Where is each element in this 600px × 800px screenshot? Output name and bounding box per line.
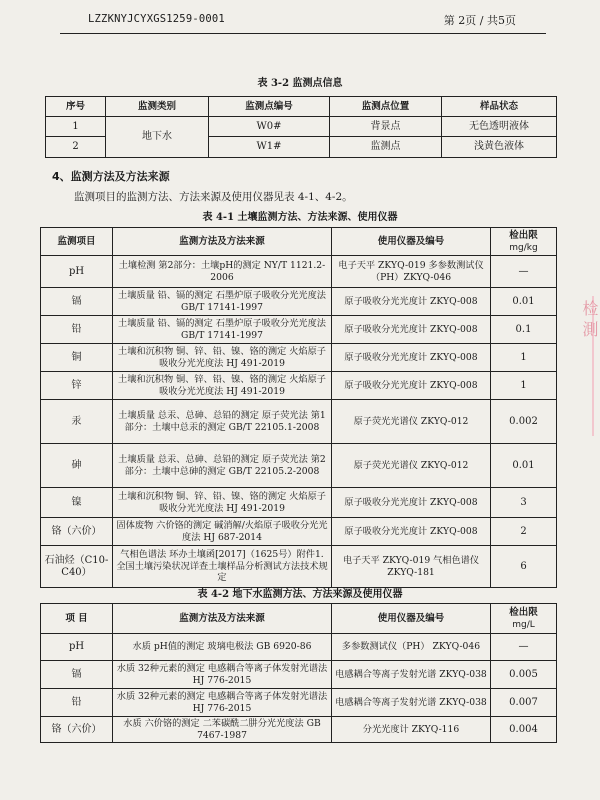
col-header-item: 项 目 <box>41 604 113 634</box>
cell-item: pH <box>41 634 113 661</box>
table-4-2-caption: 表 4-2 地下水监测方法、方法来源及使用仪器 <box>197 589 403 600</box>
cell-instrument: 原子荧光光谱仪 ZKYQ-012 <box>332 400 491 444</box>
cell-limit: 0.002 <box>491 400 557 444</box>
cell-instrument: 原子吸收分光光度计 ZKYQ-008 <box>332 316 491 344</box>
cell-limit: 0.01 <box>491 444 557 488</box>
table-row <box>46 117 557 137</box>
cell-instrument: 电感耦合等离子发射光谱 ZKYQ-038 <box>332 689 491 717</box>
cell-point-id: W1# <box>209 137 330 158</box>
table-row <box>41 288 557 316</box>
cell-item: pH <box>41 256 113 288</box>
cell-limit: 3 <box>491 488 557 518</box>
cell-no: 1 <box>46 117 106 137</box>
cell-method: 气相色谱法 环办土壤函[2017]（1625号）附件1.全国土壤污染状况详查土壤样品分析测试方法技术规定 <box>113 546 332 588</box>
col-header-instrument: 使用仪器及编号 <box>332 604 491 634</box>
cell-item: 铬（六价） <box>41 717 113 743</box>
cell-method: 水质 32种元素的测定 电感耦合等离子体发射光谱法 HJ 776-2015 <box>113 661 332 689</box>
col-header-method: 监测方法及方法来源 <box>113 228 332 256</box>
cell-item: 铜 <box>41 344 113 372</box>
cell-point-id: W0# <box>209 117 330 137</box>
col-header-location: 监测点位置 <box>330 97 442 117</box>
cell-sample-state: 无色透明液体 <box>442 117 557 137</box>
seal-stamp-fragment: 检 測 <box>580 300 599 338</box>
cell-no: 2 <box>46 137 106 158</box>
cell-location: 监测点 <box>330 137 442 158</box>
section-title: 4、监测方法及方法来源 <box>52 170 170 183</box>
table-row <box>41 256 557 288</box>
table-4-1-caption: 表 4-1 土壤监测方法、方法来源、使用仪器 <box>202 212 398 223</box>
cell-method: 固体废物 六价铬的测定 碱消解/火焰原子吸收分光光度法 HJ 687-2014 <box>113 518 332 546</box>
cell-limit: 0.005 <box>491 661 557 689</box>
cell-instrument: 原子吸收分光光度计 ZKYQ-008 <box>332 344 491 372</box>
cell-item: 汞 <box>41 400 113 444</box>
cell-item: 石油烃（C10-C40） <box>41 546 113 588</box>
table-row <box>41 717 557 743</box>
col-header-category: 监测类别 <box>106 97 209 117</box>
cell-item: 镍 <box>41 488 113 518</box>
header-divider <box>60 33 546 34</box>
cell-method: 水质 pH值的测定 玻璃电极法 GB 6920-86 <box>113 634 332 661</box>
cell-method: 水质 六价铬的测定 二苯碳酰二肼分光光度法 GB 7467-1987 <box>113 717 332 743</box>
cell-item: 镉 <box>41 661 113 689</box>
col-header-item: 监测项目 <box>41 228 113 256</box>
cell-limit: 1 <box>491 372 557 400</box>
cell-method: 土壤质量 总汞、总砷、总铅的测定 原子荧光法 第2部分：土壤中总砷的测定 GB/T 22105.2-2008 <box>113 444 332 488</box>
table-row <box>41 400 557 444</box>
cell-limit: 0.004 <box>491 717 557 743</box>
col-header-instrument: 使用仪器及编号 <box>332 228 491 256</box>
cell-limit: 0.1 <box>491 316 557 344</box>
cell-limit: 0.007 <box>491 689 557 717</box>
cell-instrument: 原子吸收分光光度计 ZKYQ-008 <box>332 288 491 316</box>
cell-method: 土壤和沉积物 铜、锌、铅、镍、铬的测定 火焰原子吸收分光光度法 HJ 491-2019 <box>113 488 332 518</box>
cell-item: 铅 <box>41 689 113 717</box>
cell-sample-state: 浅黄色液体 <box>442 137 557 158</box>
cell-method: 土壤检测 第2部分：土壤pH的测定 NY/T 1121.2-2006 <box>113 256 332 288</box>
cell-method: 土壤和沉积物 铜、锌、铅、镍、铬的测定 火焰原子吸收分光光度法 HJ 491-2019 <box>113 372 332 400</box>
col-header-no: 序号 <box>46 97 106 117</box>
table-3-2-caption: 表 3-2 监测点信息 <box>257 78 343 89</box>
cell-item: 锌 <box>41 372 113 400</box>
table-row <box>41 372 557 400</box>
cell-limit: 1 <box>491 344 557 372</box>
cell-method: 土壤质量 铅、镉的测定 石墨炉原子吸收分光光度法 GB/T 17141-1997 <box>113 288 332 316</box>
col-header-limit: 检出限 mg/kg <box>491 228 557 256</box>
table-row <box>41 689 557 717</box>
cell-location: 背景点 <box>330 117 442 137</box>
table-row <box>41 444 557 488</box>
table-row <box>41 661 557 689</box>
col-header-method: 监测方法及方法来源 <box>113 604 332 634</box>
cell-item: 铬（六价） <box>41 518 113 546</box>
cell-limit: — <box>491 634 557 661</box>
page-info: 第 2页 / 共5页 <box>443 14 516 27</box>
table-soil-methods <box>40 227 557 588</box>
cell-item: 镉 <box>41 288 113 316</box>
cell-category: 地下水 <box>106 117 209 158</box>
table-groundwater-methods <box>40 603 557 743</box>
cell-limit: 6 <box>491 546 557 588</box>
cell-instrument: 原子吸收分光光度计 ZKYQ-008 <box>332 372 491 400</box>
cell-instrument: 分光光度计 ZKYQ-116 <box>332 717 491 743</box>
col-header-limit: 检出限 mg/L <box>491 604 557 634</box>
cell-method: 水质 32种元素的测定 电感耦合等离子体发射光谱法 HJ 776-2015 <box>113 689 332 717</box>
cell-limit: 2 <box>491 518 557 546</box>
table-row <box>41 316 557 344</box>
table-row <box>41 634 557 661</box>
table-row <box>41 488 557 518</box>
cell-item: 铅 <box>41 316 113 344</box>
cell-limit: — <box>491 256 557 288</box>
cell-instrument: 原子荧光光谱仪 ZKYQ-012 <box>332 444 491 488</box>
section-intro: 监测项目的监测方法、方法来源及使用仪器见表 4-1、4-2。 <box>74 191 353 203</box>
cell-instrument: 电子天平 ZKYQ-019 气相色谱仪 ZKYQ-181 <box>332 546 491 588</box>
table-row <box>41 546 557 588</box>
col-header-sample-state: 样品状态 <box>442 97 557 117</box>
cell-method: 土壤和沉积物 铜、锌、铅、镍、铬的测定 火焰原子吸收分光光度法 HJ 491-2019 <box>113 344 332 372</box>
cell-limit: 0.01 <box>491 288 557 316</box>
cell-instrument: 电感耦合等离子发射光谱 ZKYQ-038 <box>332 661 491 689</box>
document-id: LZZKNYJCYXGS1259-0001 <box>88 13 225 25</box>
cell-instrument: 原子吸收分光光度计 ZKYQ-008 <box>332 518 491 546</box>
cell-instrument: 电子天平 ZKYQ-019 多参数测试仪（PH）ZKYQ-046 <box>332 256 491 288</box>
table-row <box>41 344 557 372</box>
cell-instrument: 多参数测试仪（PH） ZKYQ-046 <box>332 634 491 661</box>
cell-instrument: 原子吸收分光光度计 ZKYQ-008 <box>332 488 491 518</box>
cell-item: 砷 <box>41 444 113 488</box>
table-monitoring-points <box>45 96 557 158</box>
col-header-point-id: 监测点编号 <box>209 97 330 117</box>
cell-method: 土壤质量 铅、镉的测定 石墨炉原子吸收分光光度法 GB/T 17141-1997 <box>113 316 332 344</box>
table-row <box>41 518 557 546</box>
cell-method: 土壤质量 总汞、总砷、总铅的测定 原子荧光法 第1部分：土壤中总汞的测定 GB/T 22105.1-2008 <box>113 400 332 444</box>
